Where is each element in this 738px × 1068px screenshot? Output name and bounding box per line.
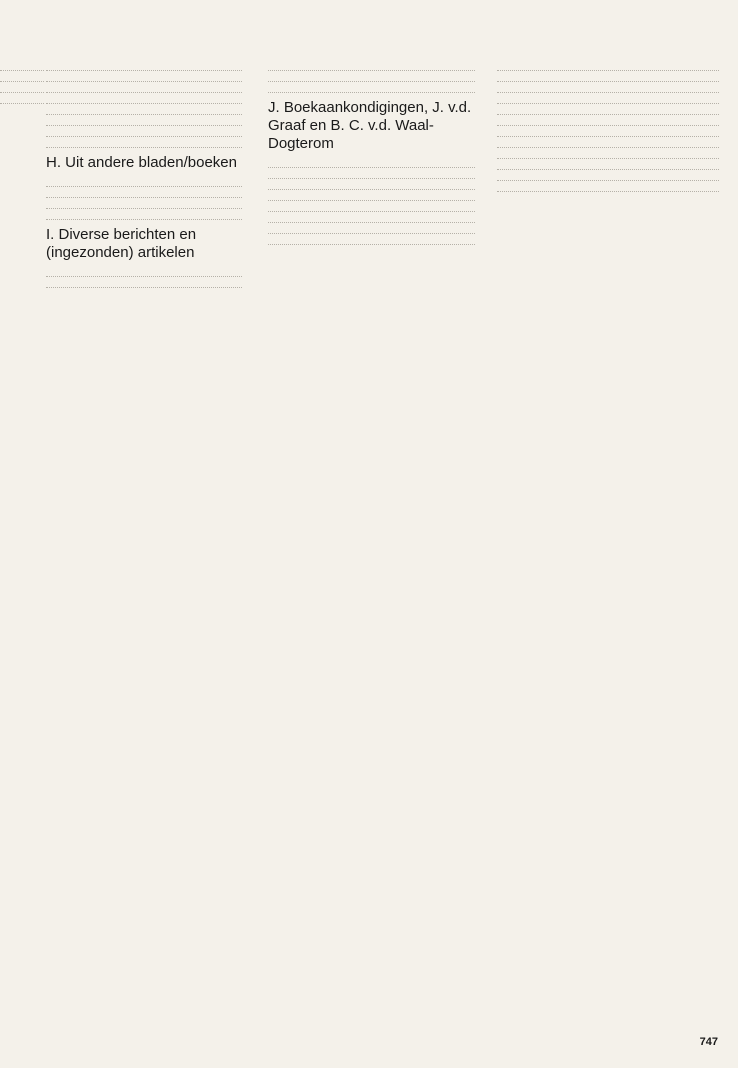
index-column-1	[46, 62, 242, 290]
index-column-2	[268, 62, 475, 247]
left-gutter-column	[0, 62, 44, 106]
section-heading-j: J. Boekaankondigingen, J. v.d. Graaf en B. C. v.d. Waal-Dogterom	[268, 99, 472, 152]
section-heading-h: H. Uit andere bladen/boeken	[46, 154, 237, 171]
index-column-3	[497, 62, 719, 194]
page-number: 747	[699, 1036, 718, 1048]
section-heading-i: I. Diverse berichten en (ingezonden) artikelen	[46, 226, 197, 261]
